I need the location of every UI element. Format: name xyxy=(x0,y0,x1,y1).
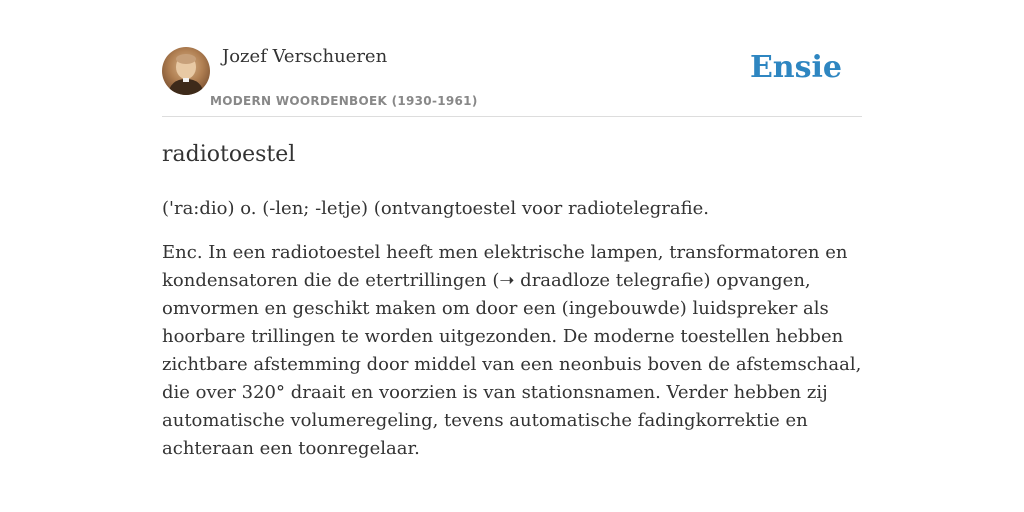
source-label[interactable]: MODERN WOORDENBOEK (1930-1961) xyxy=(210,94,478,108)
entry-header xyxy=(162,44,862,117)
author-name[interactable]: Jozef Verschueren xyxy=(222,46,388,67)
entry-card xyxy=(162,44,862,459)
entry-definition: ('ra:dio) o. (-len; -letje) (ontvangtoestel voor radiotelegrafie. xyxy=(162,198,709,219)
entry-title: radiotoestel xyxy=(162,142,296,167)
ensie-logo[interactable]: Ensie xyxy=(749,50,842,85)
entry-encyclopedia-text: Enc. In een radiotoestel heeft men elektrische lampen, transformatoren en kondensatoren die de etertrillingen (➝ draadloze telegrafie) opvangen, omvormen en geschikt maken om door een (ingebouwde) luidspreker als hoorbare trillingen te worden uitgezonden. De moderne toestellen hebben zichtbare afstemming door middel van een neonbuis boven de afstemschaal, die over 320° draait en voorzien is van stationsnamen. Verder hebben zij automatische volumeregeling, tevens automatische fadingkorrektie en achteraan een toonregelaar. xyxy=(162,242,862,459)
author-avatar[interactable] xyxy=(162,47,210,95)
